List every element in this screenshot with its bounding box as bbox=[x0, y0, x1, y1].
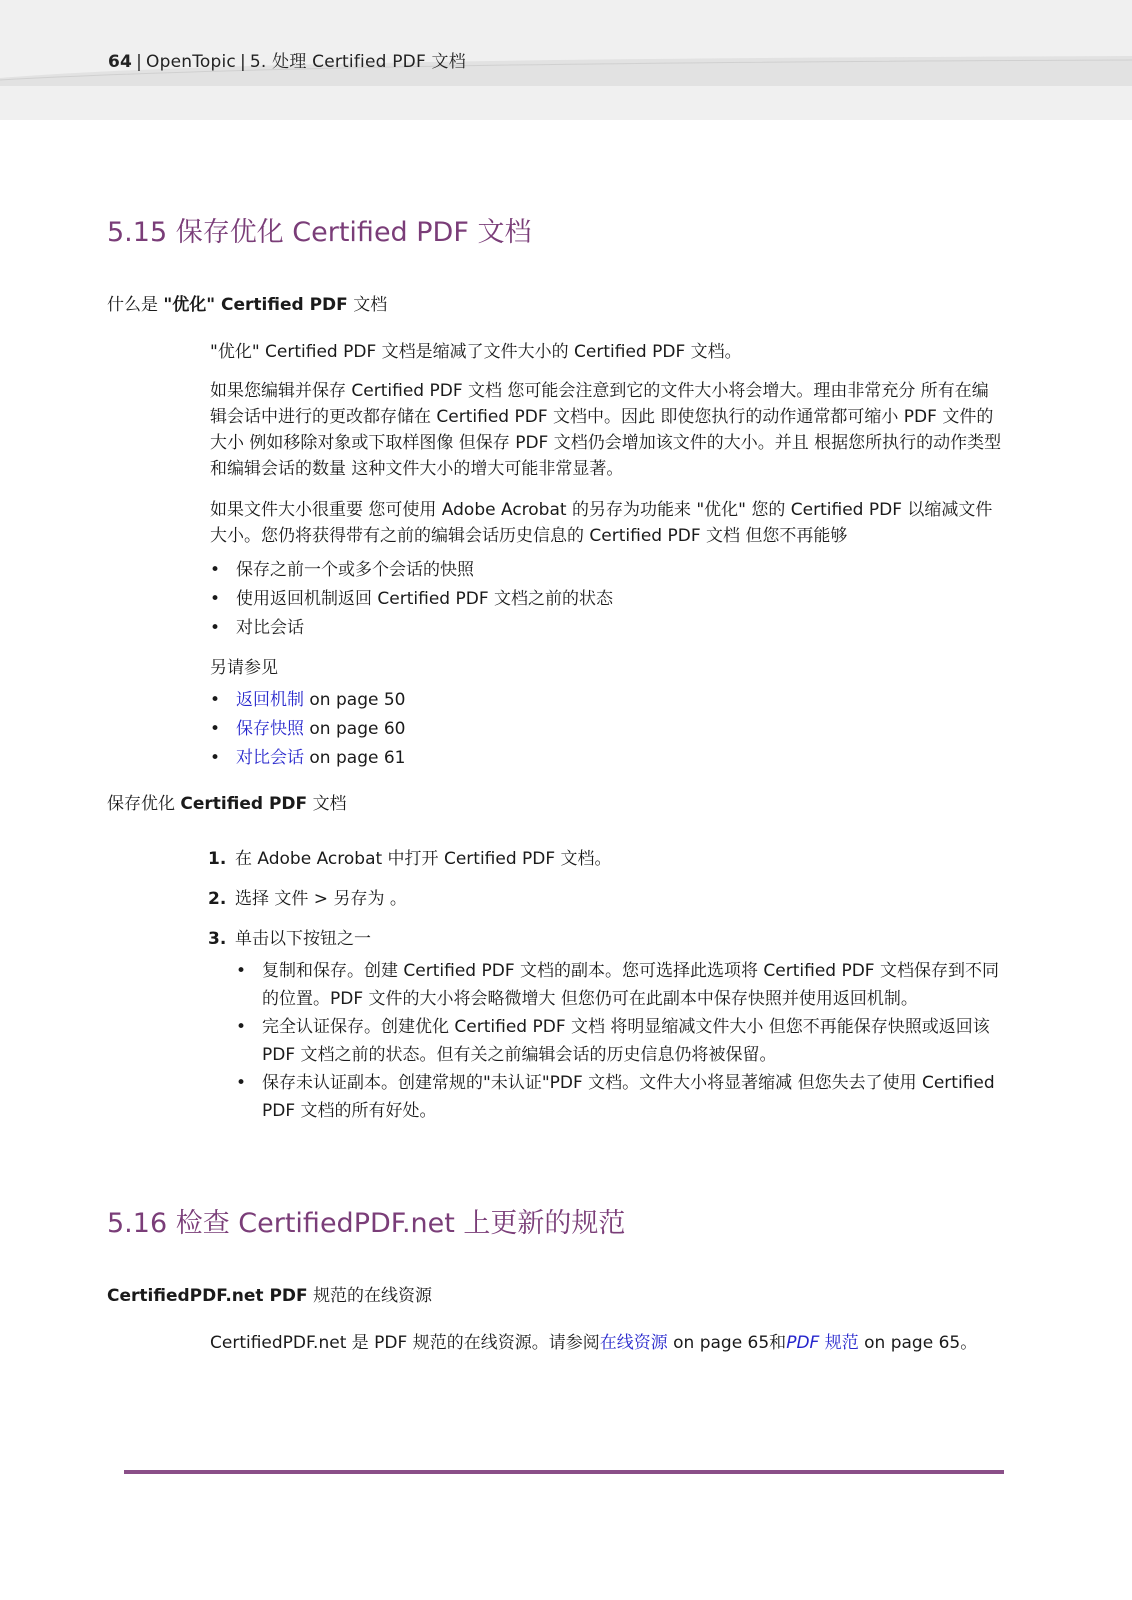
footer-rule bbox=[124, 1470, 1004, 1474]
link-text: 规范 bbox=[824, 1333, 859, 1353]
see-also-item: • 对比会话 on page 61 bbox=[210, 748, 406, 768]
subheading-save-optimized bbox=[107, 789, 347, 814]
step-text: 选择 文件 > 另存为 。 bbox=[235, 889, 407, 909]
option-text: 复制和保存。创建 Certified PDF 文档的副本。您可选择此选项将 Certified PDF 文档保存到不同的位置。PDF 文件的大小将会略微增大 但您仍可在此副本中保存快照并使用返回机制。 bbox=[262, 961, 999, 1009]
running-header: 64 | OpenTopic | 5. 处理 Certified PDF 文档 bbox=[108, 52, 466, 72]
paragraph-text: CertifiedPDF.net 是 PDF 规范的在线资源。请参阅 bbox=[210, 1333, 600, 1353]
list-item: • 使用返回机制返回 Certified PDF 文档之前的状态 bbox=[210, 589, 613, 609]
link-online-resources[interactable]: 在线资源 bbox=[599, 1333, 668, 1353]
list-item-text: 保存之前一个或多个会话的快照 bbox=[236, 560, 474, 580]
step-text: 在 Adobe Acrobat 中打开 Certified PDF 文档。 bbox=[235, 849, 612, 869]
step-number: 3. bbox=[208, 929, 227, 949]
step-number: 2. bbox=[208, 889, 227, 909]
page-ref: on page 65。 bbox=[864, 1333, 978, 1353]
subheading-what-is-optimized bbox=[107, 290, 387, 315]
link-pdf-specifications[interactable] bbox=[786, 1333, 859, 1353]
list-item: • 保存之前一个或多个会话的快照 bbox=[210, 560, 474, 580]
step-text: 单击以下按钮之一 bbox=[235, 929, 371, 949]
section-title-5-15: 5.15 保存优化 Certified PDF 文档 bbox=[107, 217, 532, 248]
paragraph-definition: "优化" Certified PDF 文档是缩减了文件大小的 Certified PDF 文档。 bbox=[210, 342, 742, 362]
page-ref: on page 60 bbox=[309, 719, 406, 739]
step-item bbox=[208, 886, 407, 912]
doc-name: OpenTopic bbox=[146, 52, 236, 72]
step-item bbox=[208, 926, 371, 952]
list-item-text: 使用返回机制返回 Certified PDF 文档之前的状态 bbox=[236, 589, 613, 609]
subheading-suffix: 文档 bbox=[312, 794, 347, 814]
page-number: 64 bbox=[108, 52, 133, 72]
see-also-item: • 返回机制 on page 50 bbox=[210, 690, 406, 710]
option-full-certified-save: • 完全认证保存。创建优化 Certified PDF 文档 将明显缩减文件大小 但您不再能保存快照或返回该 PDF 文档之前的状态。但有关之前编辑会话的历史信息仍将被保留。 bbox=[236, 1013, 1006, 1069]
see-also-item: • 保存快照 on page 60 bbox=[210, 719, 406, 739]
paragraph-optimize-intro: 如果文件大小很重要 您可使用 Adobe Acrobat 的另存为功能来 "优化" 您的 Certified PDF 以缩减文件大小。您仍将获得带有之前的编辑会话历史信息的 Certified PDF 文档 但您不再能够 bbox=[210, 500, 993, 546]
link-save-snapshot[interactable]: 保存快照 bbox=[236, 719, 304, 739]
link-compare-sessions[interactable]: 对比会话 bbox=[236, 748, 304, 768]
option-text: 保存未认证副本。创建常规的"未认证"PDF 文档。文件大小将显著缩减 但您失去了使用 Certified PDF 文档的所有好处。 bbox=[262, 1073, 995, 1121]
page-ref: on page 50 bbox=[309, 690, 406, 710]
link-return-mechanism[interactable]: 返回机制 bbox=[236, 690, 304, 710]
subheading-prefix: 什么是 bbox=[107, 295, 158, 315]
option-text: 完全认证保存。创建优化 Certified PDF 文档 将明显缩减文件大小 但您不再能保存快照或返回该 PDF 文档之前的状态。但有关之前编辑会话的历史信息仍将被保留。 bbox=[262, 1017, 990, 1065]
page-ref: on page 65和 bbox=[673, 1333, 787, 1353]
option-save-uncertified-copy: • 保存未认证副本。创建常规的"未认证"PDF 文档。文件大小将显著缩减 但您失去了使用 Certified PDF 文档的所有好处。 bbox=[236, 1069, 1006, 1125]
option-copy-and-save: • 复制和保存。创建 Certified PDF 文档的副本。您可选择此选项将 Certified PDF 文档保存到不同的位置。PDF 文件的大小将会略微增大 但您仍可在此副本中保存快照并使用返回机制。 bbox=[236, 957, 1006, 1013]
paragraph-file-size-increase: 如果您编辑并保存 Certified PDF 文档 您可能会注意到它的文件大小将会增大。理由非常充分 所有在编辑会话中进行的更改都存储在 Certified PDF 文档中。因此 即使您执行的动作通常都可缩小 PDF 文件的大小 例如移除对象或下取样图像 但保存 PDF 文档仍会增加该文件的大小。并且 根据您所执行的动作类型和编辑会话的数量 这种文件大小的增大可能非常显著。 bbox=[210, 381, 1002, 479]
list-item-text: 对比会话 bbox=[236, 618, 304, 638]
paragraph-online-resource bbox=[210, 1330, 1005, 1356]
step-number: 1. bbox=[208, 849, 227, 869]
subheading-online-resource bbox=[107, 1281, 432, 1306]
subheading-bold: CertifiedPDF.net PDF bbox=[107, 1286, 308, 1306]
section-title-5-16: 5.16 检查 CertifiedPDF.net 上更新的规范 bbox=[107, 1208, 626, 1239]
step-item bbox=[208, 846, 612, 872]
subheading-bold: "优化" Certified PDF bbox=[163, 295, 348, 315]
subheading-prefix: 保存优化 bbox=[107, 794, 175, 814]
subheading-suffix: 文档 bbox=[353, 295, 388, 315]
subheading-suffix: 规范的在线资源 bbox=[313, 1286, 433, 1306]
chapter-name: 5. 处理 Certified PDF 文档 bbox=[249, 52, 466, 72]
link-italic-part: PDF bbox=[786, 1333, 820, 1353]
subheading-bold: Certified PDF bbox=[180, 794, 308, 814]
list-item: • 对比会话 bbox=[210, 618, 304, 638]
page-ref: on page 61 bbox=[309, 748, 406, 768]
see-also-label: 另请参见 bbox=[210, 658, 278, 678]
